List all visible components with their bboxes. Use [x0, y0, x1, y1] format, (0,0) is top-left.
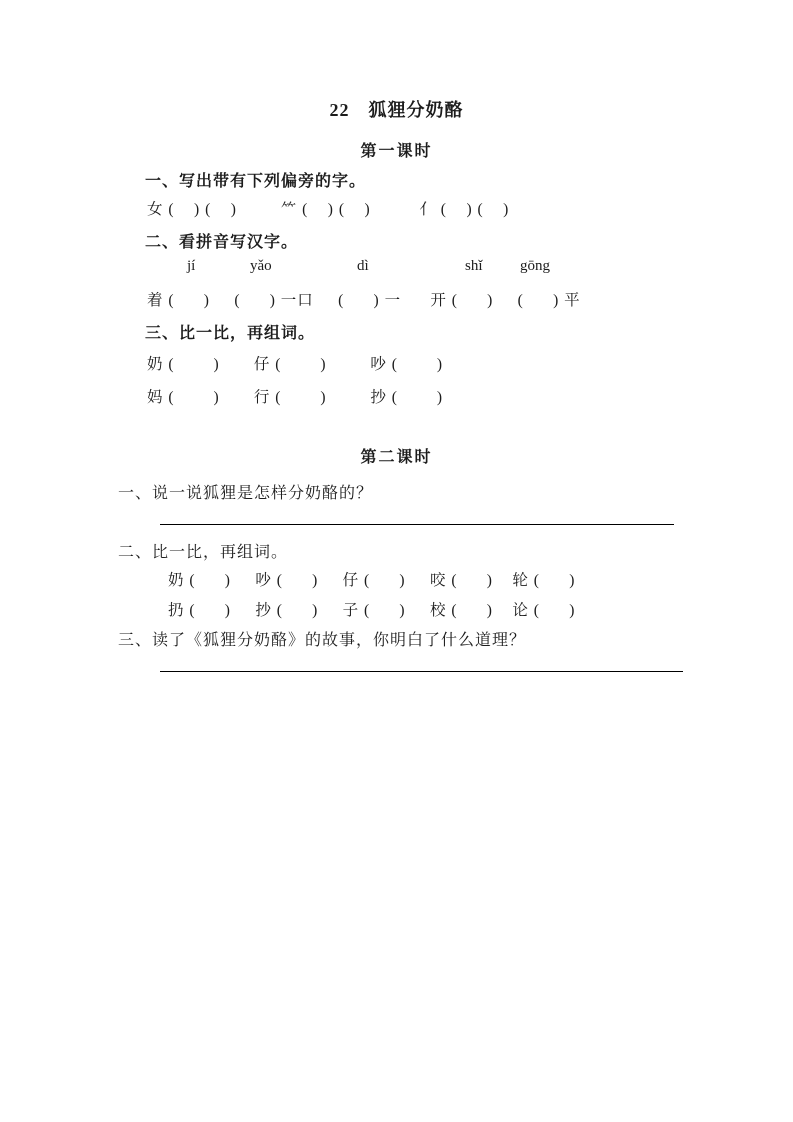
pinyin-syllable: dì [357, 258, 369, 274]
lesson-title: 22 狐狸分奶酪 [329, 100, 464, 120]
s2-question-2-heading: 二、比一比，再组词。 [118, 544, 289, 561]
pinyin-syllable: gōng [520, 258, 550, 274]
pinyin-row [150, 258, 600, 276]
pinyin-syllable: shǐ [465, 258, 483, 274]
pinyin-syllable: yǎo [250, 258, 272, 274]
session-2-heading: 第二课时 [360, 449, 433, 466]
answer-line [160, 524, 674, 525]
s2-question-3-heading: 三、读了《狐狸分奶酪》的故事，你明白了什么道理？ [118, 632, 527, 649]
s1-question-1-heading: 一、写出带有下列偏旁的字。 [145, 173, 367, 190]
pinyin-syllable: jí [187, 258, 196, 274]
word-compare-row: 奶 ( ) 吵 ( ) 仔 ( ) 咬 ( ) 轮 ( ) [168, 572, 576, 589]
radical-fill-row: 女 ( ) ( ) ⺮ ( ) ( ) 亻 ( ) ( ) [147, 201, 510, 218]
word-compare-row: 妈 ( ) 行 ( ) 抄 ( ) [147, 389, 444, 406]
word-compare-row: 扔 ( ) 抄 ( ) 子 ( ) 校 ( ) 论 ( ) [168, 602, 576, 619]
answer-line [160, 671, 683, 672]
s1-question-2-heading: 二、看拼音写汉字。 [145, 234, 299, 251]
session-1-heading: 第一课时 [360, 143, 433, 160]
s1-question-3-heading: 三、比一比，再组词。 [145, 325, 316, 342]
word-compare-row: 奶 ( ) 仔 ( ) 吵 ( ) [147, 356, 444, 373]
s2-question-1-heading: 一、说一说狐狸是怎样分奶酪的？ [118, 485, 374, 502]
hanzi-fill-row: 着 ( ) ( ) 一口 ( ) 一 开 ( ) ( ) 平 [147, 292, 581, 309]
